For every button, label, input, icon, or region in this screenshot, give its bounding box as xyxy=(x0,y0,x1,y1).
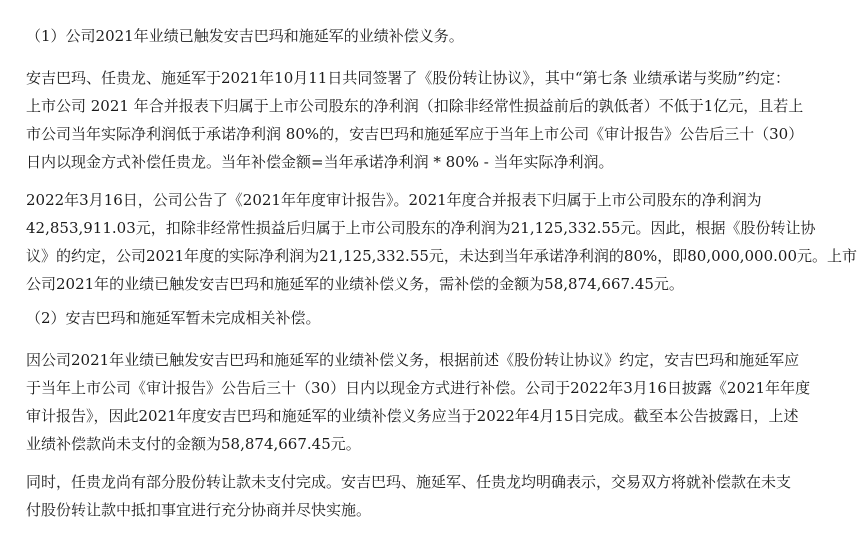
paragraph-line: 付股份转让款中抵扣事宜进行充分协商并尽快实施。 xyxy=(26,501,372,519)
paragraph-line: 市公司当年实际净利润低于承诺净利润 80%的，安吉巴玛和施延军应于当年上市公司《审计报告》公告后三十（30） xyxy=(26,125,804,143)
paragraph-line: 2022年3月16日，公司公告了《2021年年度审计报告》。2021年度合并报表下归属于上市公司股东的净利润为 xyxy=(26,191,762,209)
paragraph-line: 因公司2021年业绩已触发安吉巴玛和施延军的业绩补偿义务，根据前述《股份转让协议》约定，安吉巴玛和施延军应 xyxy=(26,351,800,369)
paragraph-agreement-terms xyxy=(26,64,848,176)
paragraph-line: 上市公司 2021 年合并报表下归属于上市公司股东的净利润（扣除非经常性损益前后的孰低者）不低于1亿元，且若上 xyxy=(26,97,804,115)
paragraph-compensation-status xyxy=(26,346,848,458)
section-heading-2 xyxy=(26,308,848,328)
paragraph-line: 安吉巴玛、任贵龙、施延军于2021年10月11日共同签署了《股份转让协议》，其中“第七条 业绩承诺与奖励”约定： xyxy=(26,69,790,87)
paragraph-audit-results xyxy=(26,186,857,298)
paragraph-line: 42,853,911.03元，扣除非经常性损益后归属于上市公司股东的净利润为21,125,332.55元。因此，根据《股份转让协 xyxy=(26,219,816,237)
paragraph-offset-negotiation xyxy=(26,468,848,524)
paragraph-line: 日内以现金方式补偿任贵龙。当年补偿金额=当年承诺净利润 * 80% - 当年实际净利润。 xyxy=(26,153,614,171)
paragraph-line: 审计报告》，因此2021年度安吉巴玛和施延军的业绩补偿义务应当于2022年4月15日完成。截至本公告披露日，上述 xyxy=(26,407,799,425)
paragraph-line: 于当年上市公司《审计报告》公告后三十（30）日内以现金方式进行补偿。公司于2022年3月16日披露《2021年年度 xyxy=(26,379,811,397)
paragraph-line: 同时，任贵龙尚有部分股份转让款未支付完成。安吉巴玛、施延军、任贵龙均明确表示，交易双方将就补偿款在未支 xyxy=(26,473,792,491)
paragraph-line: 议》的约定，公司2021年度的实际净利润为21,125,332.55元，未达到当年承诺净利润的80%，即80,000,000.00元。上市 xyxy=(26,247,857,265)
paragraph-line: 公司2021年的业绩已触发安吉巴玛和施延军的业绩补偿义务，需补偿的金额为58,874,667.45元。 xyxy=(26,275,684,293)
heading-text: （2）安吉巴玛和施延军暂未完成相关补偿。 xyxy=(26,309,321,327)
heading-text: （1）公司2021年业绩已触发安吉巴玛和施延军的业绩补偿义务。 xyxy=(26,27,464,45)
paragraph-line: 业绩补偿款尚未支付的金额为58,874,667.45元。 xyxy=(26,435,361,453)
section-heading-1 xyxy=(26,26,848,46)
